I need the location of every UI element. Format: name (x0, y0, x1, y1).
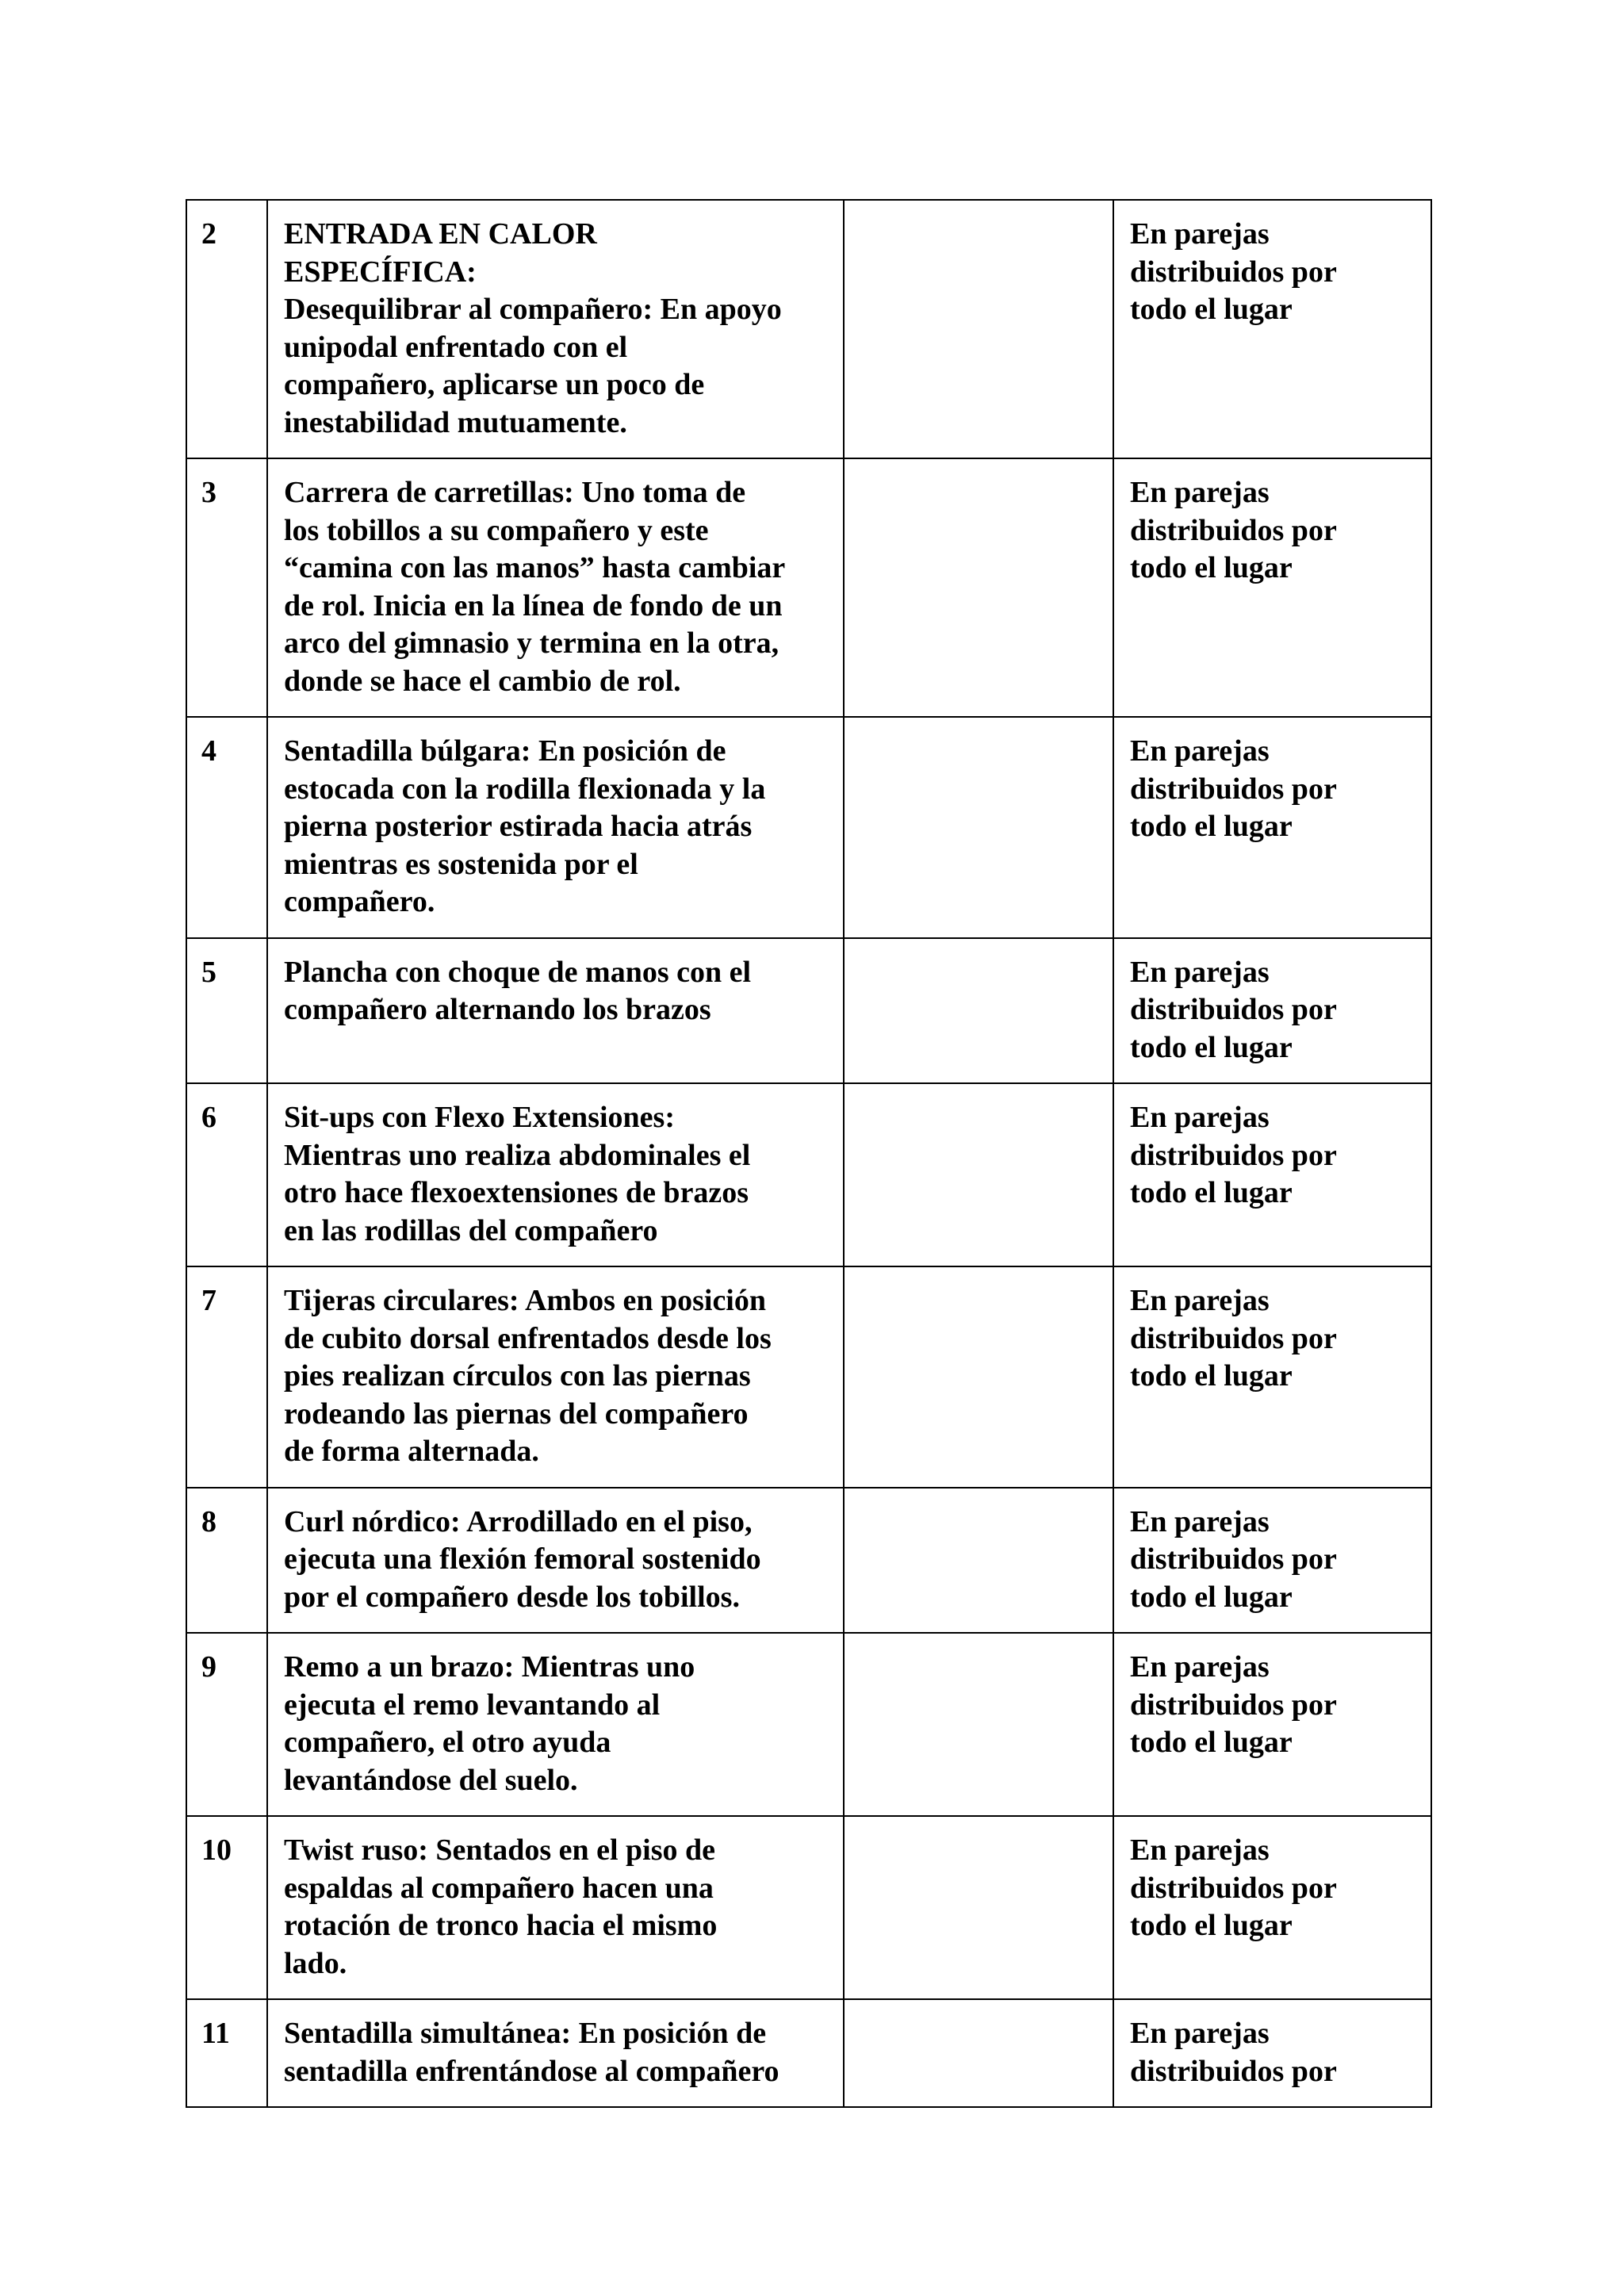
row-number-cell: 7 (186, 1266, 267, 1488)
time-cell (844, 1633, 1113, 1816)
organization-cell: En parejas distribuidos por todo el lugar (1113, 200, 1431, 458)
table-row (186, 1488, 1431, 1634)
time-cell (844, 458, 1113, 717)
table-row (186, 200, 1431, 458)
organization-cell: En parejas distribuidos por todo el lugar (1113, 458, 1431, 717)
organization-cell: En parejas distribuidos por todo el lugar (1113, 717, 1431, 938)
organization-cell: En parejas distribuidos por todo el lugar (1113, 1816, 1431, 1999)
row-number-cell: 11 (186, 1999, 267, 2107)
organization-cell: En parejas distribuidos por todo el lugar (1113, 1083, 1431, 1266)
time-cell (844, 717, 1113, 938)
exercise-table (186, 199, 1432, 2108)
activity-cell: Twist ruso: Sentados en el piso de espaldas al compañero hacen una rotación de tronco hacia el mismo lado. (267, 1816, 844, 1999)
activity-cell: Sentadilla simultánea: En posición de sentadilla enfrentándose al compañero (267, 1999, 844, 2107)
table-row (186, 1999, 1431, 2107)
activity-cell: Tijeras circulares: Ambos en posición de cubito dorsal enfrentados desde los pies realizan círculos con las piernas rodeando las piernas del compañero de forma alternada. (267, 1266, 844, 1488)
activity-cell: Curl nórdico: Arrodillado en el piso, ejecuta una flexión femoral sostenido por el compañero desde los tobillos. (267, 1488, 844, 1634)
activity-cell: Plancha con choque de manos con el compañero alternando los brazos (267, 938, 844, 1084)
table-row (186, 1083, 1431, 1266)
organization-cell: En parejas distribuidos por todo el lugar (1113, 1488, 1431, 1634)
row-number-cell: 6 (186, 1083, 267, 1266)
time-cell (844, 1266, 1113, 1488)
activity-cell: Sentadilla búlgara: En posición de estocada con la rodilla flexionada y la pierna posterior estirada hacia atrás mientras es sostenida por el compañero. (267, 717, 844, 938)
table-row (186, 717, 1431, 938)
table-row (186, 938, 1431, 1084)
time-cell (844, 1816, 1113, 1999)
row-number-cell: 10 (186, 1816, 267, 1999)
activity-cell: Remo a un brazo: Mientras uno ejecuta el remo levantando al compañero, el otro ayuda levantándose del suelo. (267, 1633, 844, 1816)
organization-cell: En parejas distribuidos por todo el lugar (1113, 938, 1431, 1084)
activity-cell: Carrera de carretillas: Uno toma de los tobillos a su compañero y este “camina con las manos” hasta cambiar de rol. Inicia en la línea de fondo de un arco del gimnasio y termina en la otra, donde se hace el cambio de rol. (267, 458, 844, 717)
row-number-cell: 2 (186, 200, 267, 458)
table-row (186, 1633, 1431, 1816)
row-number-cell: 4 (186, 717, 267, 938)
activity-cell: Sit-ups con Flexo Extensiones: Mientras uno realiza abdominales el otro hace flexoextensiones de brazos en las rodillas del compañero (267, 1083, 844, 1266)
time-cell (844, 938, 1113, 1084)
row-number-cell: 9 (186, 1633, 267, 1816)
table-row (186, 458, 1431, 717)
activity-cell: ENTRADA EN CALOR ESPECÍFICA: Desequilibrar al compañero: En apoyo unipodal enfrentado con el compañero, aplicarse un poco de inestabilidad mutuamente. (267, 200, 844, 458)
time-cell (844, 1488, 1113, 1634)
table-row (186, 1266, 1431, 1488)
time-cell (844, 1999, 1113, 2107)
row-number-cell: 8 (186, 1488, 267, 1634)
time-cell (844, 1083, 1113, 1266)
row-number-cell: 3 (186, 458, 267, 717)
organization-cell: En parejas distribuidos por todo el lugar (1113, 1633, 1431, 1816)
time-cell (844, 200, 1113, 458)
organization-cell: En parejas distribuidos por (1113, 1999, 1431, 2107)
table-row (186, 1816, 1431, 1999)
organization-cell: En parejas distribuidos por todo el lugar (1113, 1266, 1431, 1488)
row-number-cell: 5 (186, 938, 267, 1084)
